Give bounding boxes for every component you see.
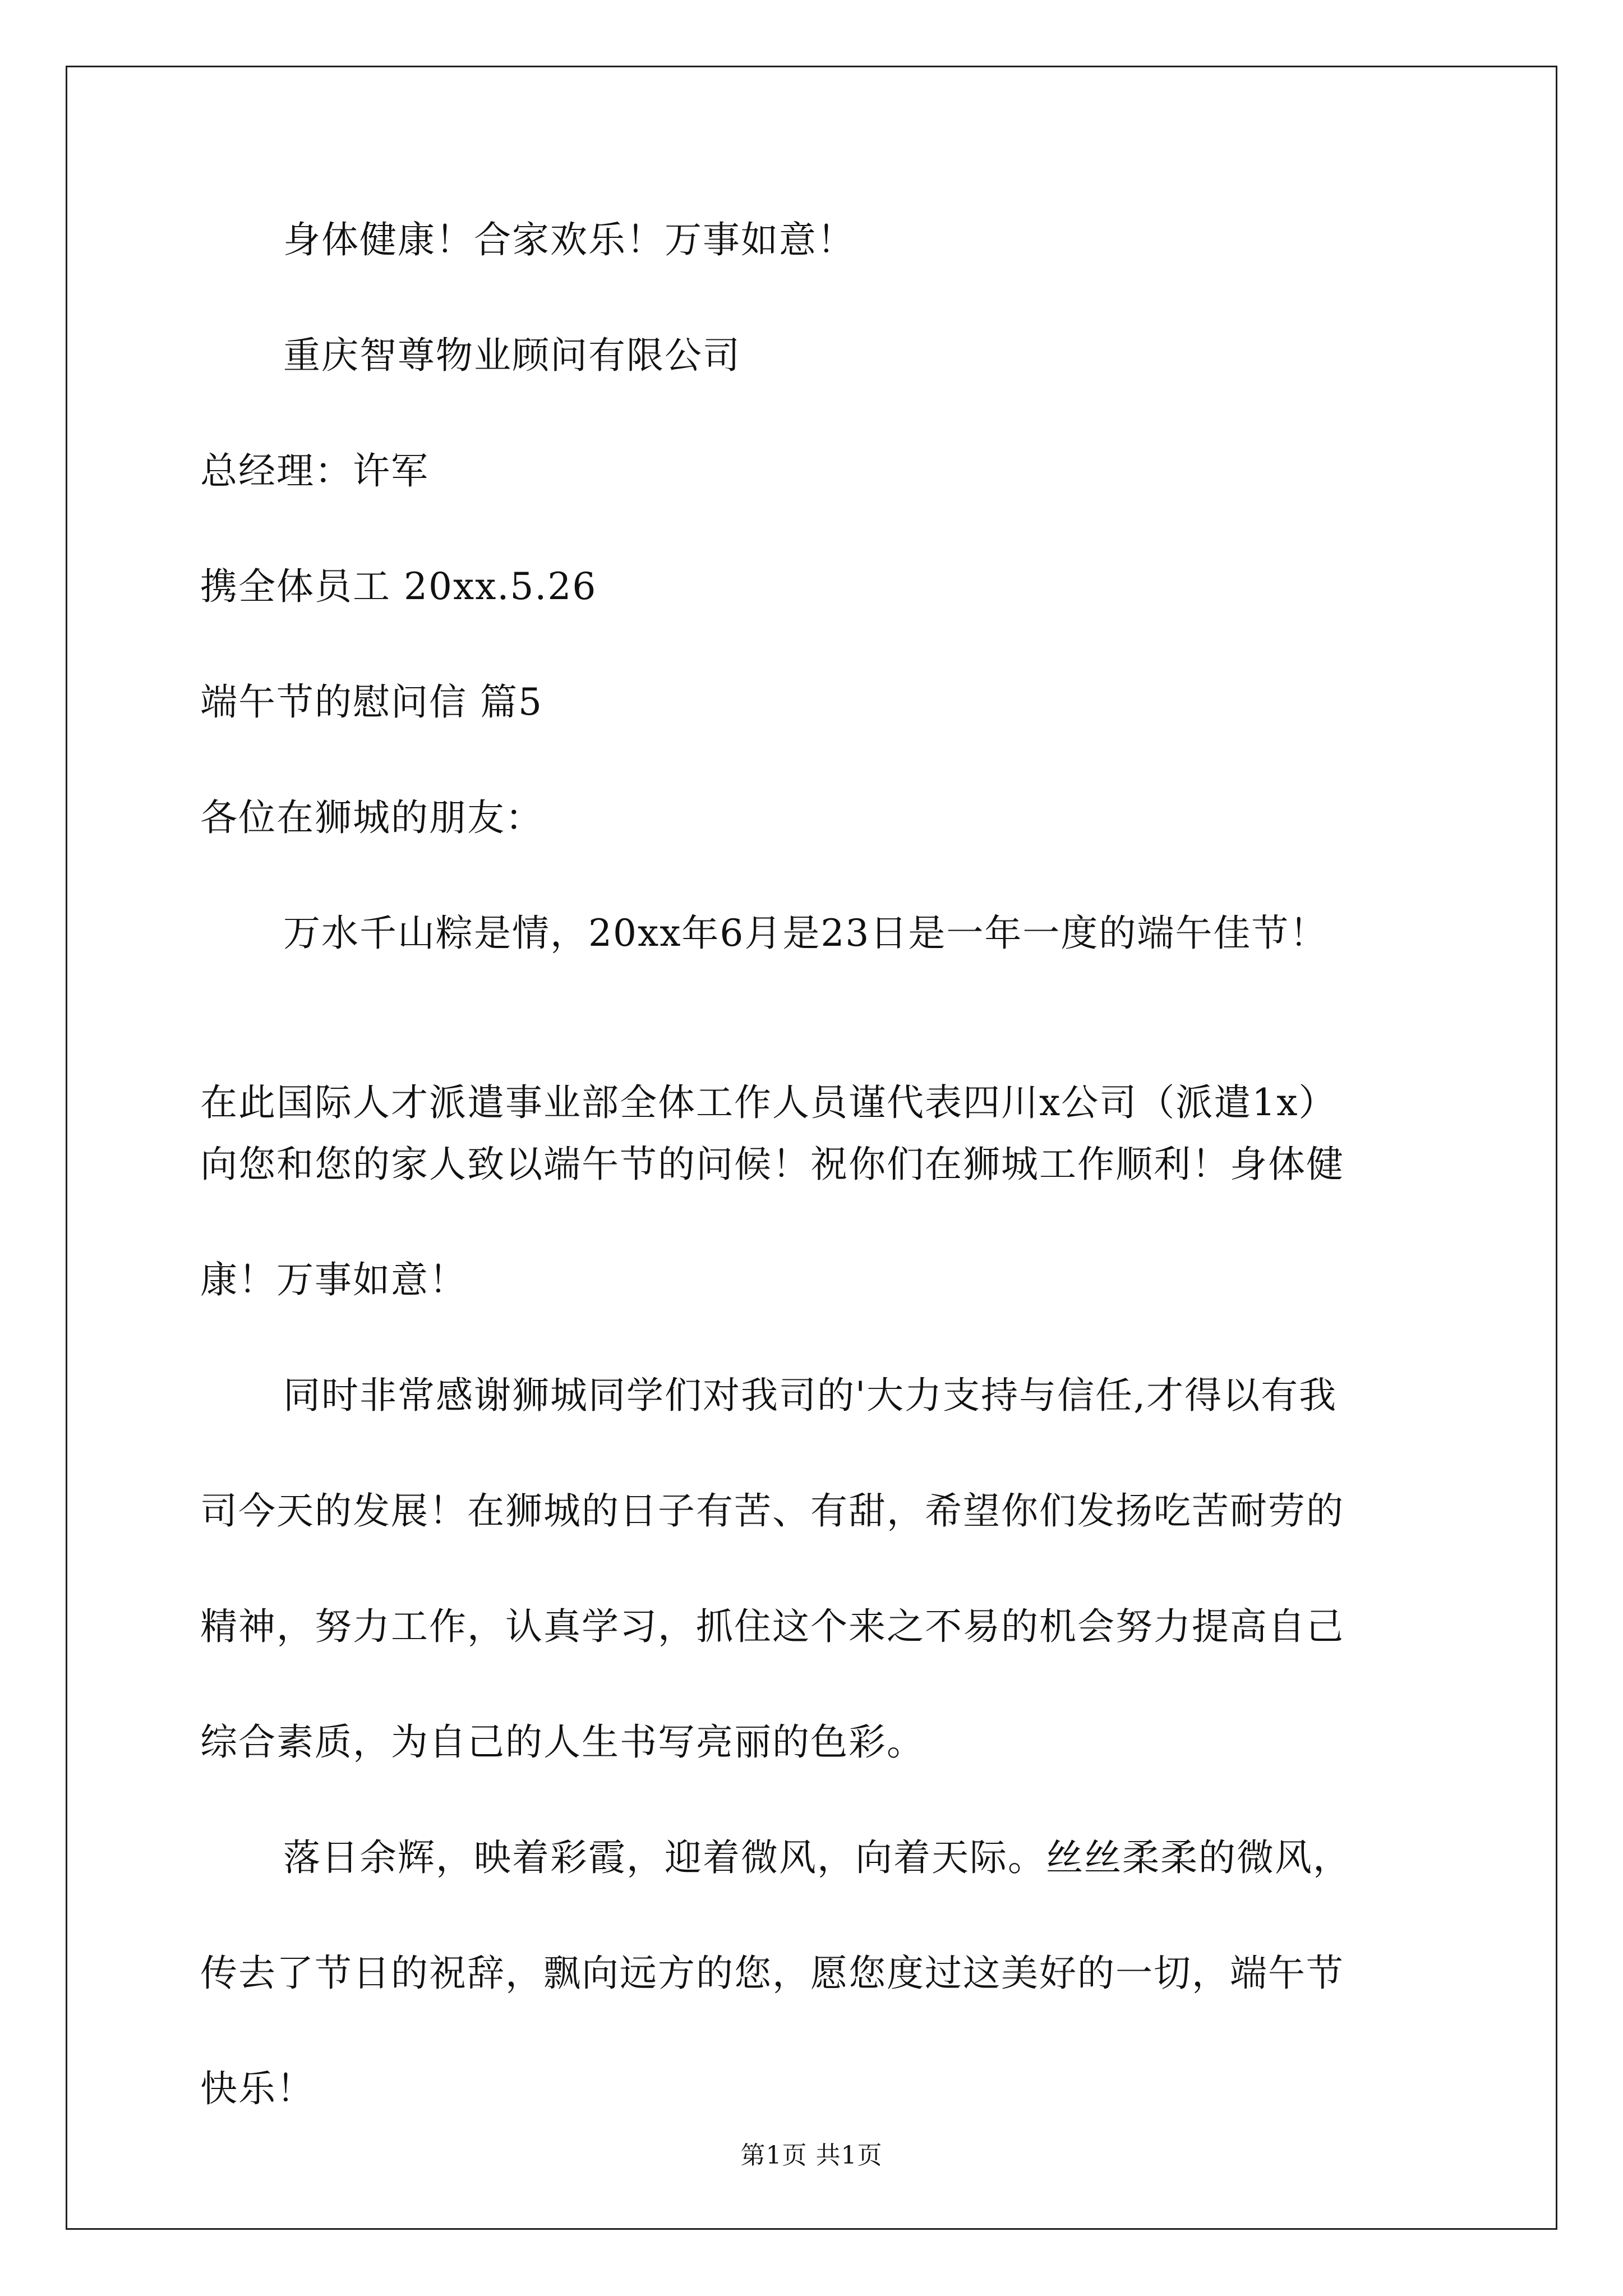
- page-footer: 第1页 共1页: [740, 2141, 883, 2170]
- signature-date: [200, 560, 1434, 614]
- paragraph-greeting: [200, 907, 1434, 1124]
- section-title: [200, 675, 1434, 729]
- text-line: 携全体员工 20xx.5.26: [200, 565, 597, 608]
- text-line: 总经理：许军: [200, 449, 429, 493]
- paragraph-thanks-4: [200, 1715, 1434, 1769]
- paragraph-greeting-end: [200, 1253, 1434, 1307]
- text-line: 精神，努力工作，认真学习，抓住这个来之不易的机会努力提高自己: [200, 1605, 1344, 1648]
- text-line: 快乐！: [200, 2067, 315, 2110]
- text-line: 各位在狮城的朋友：: [200, 796, 543, 839]
- text-line: 端午节的慰问信 篇5: [200, 680, 543, 724]
- text-line: 重庆智尊物业顾问有限公司: [283, 334, 741, 377]
- paragraph-greeting-cont: [200, 1138, 1434, 1191]
- signatory: [200, 444, 1434, 498]
- text-line: 身体健康！合家欢乐！万事如意！: [283, 218, 855, 261]
- company-name: [200, 329, 1434, 383]
- paragraph-thanks: [200, 1369, 1434, 1423]
- text-line: 在此国际人才派遣事业部全体工作人员谨代表四川x公司（派遣1x）: [200, 1081, 1337, 1124]
- text-line: 落日余辉，映着彩霞，迎着微风，向着天际。丝丝柔柔的微风，: [283, 1836, 1351, 1879]
- text-line: 万水千山粽是情，20xx年6月是23日是一年一度的端午佳节！: [283, 912, 1328, 955]
- closing-wishes: [200, 213, 1434, 267]
- text-line: 同时非常感谢狮城同学们对我司的'大力支持与信任,才得以有我: [283, 1374, 1338, 1417]
- paragraph-thanks-2: [200, 1484, 1434, 1538]
- paragraph-sunset: [200, 1831, 1434, 1885]
- text-line: 传去了节日的祝辞，飘向远方的您，愿您度过这美好的一切，端午节: [200, 1952, 1344, 1995]
- text-line: 司今天的发展！在狮城的日子有苦、有甜，希望你们发扬吃苦耐劳的: [200, 1489, 1344, 1533]
- text-line: 综合素质，为自己的人生书写亮丽的色彩。: [200, 1720, 925, 1764]
- text-line: 向您和您的家人致以端午节的问候！祝你们在狮城工作顺利！身体健: [200, 1143, 1344, 1186]
- paragraph-sunset-2: [200, 1947, 1434, 2000]
- salutation: [200, 791, 1434, 845]
- paragraph-thanks-3: [200, 1600, 1434, 1654]
- text-line: 康！万事如意！: [200, 1258, 467, 1301]
- paragraph-sunset-3: [200, 2062, 1434, 2116]
